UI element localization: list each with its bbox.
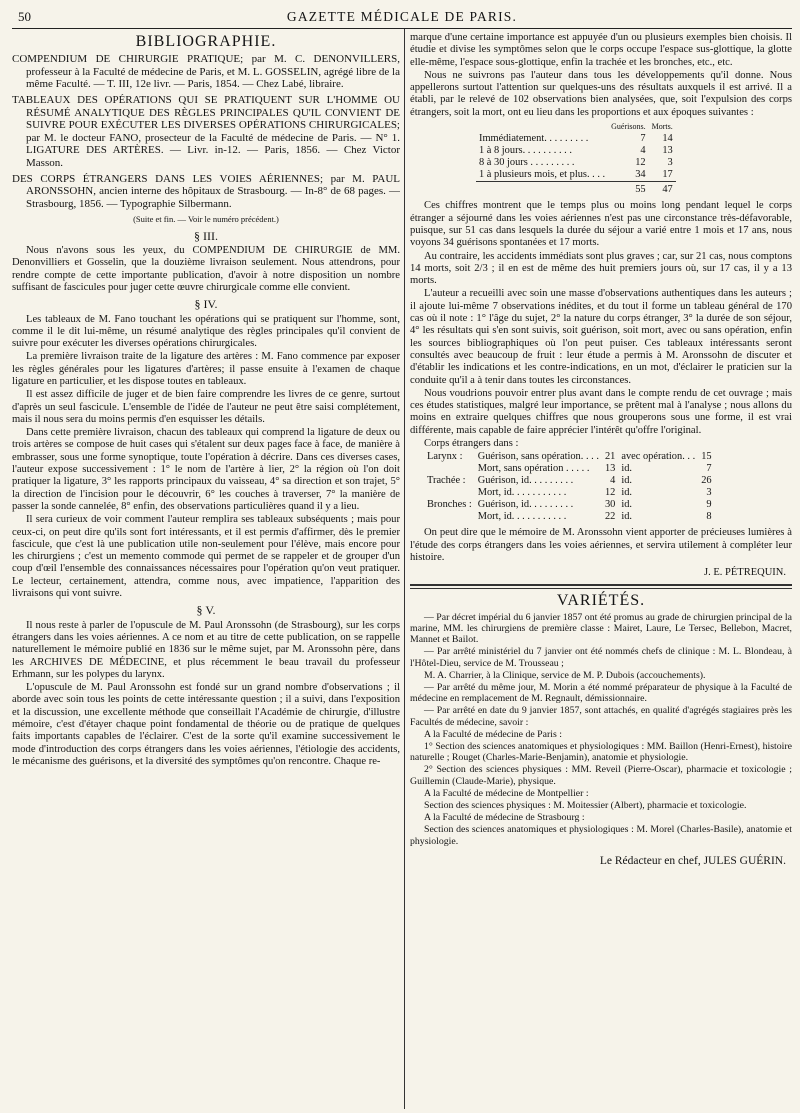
bibliography-ref-2: TABLEAUX DES OPÉRATIONS QUI SE PRATIQUENT SUR L'HOMME OU RÉSUMÉ ANALYTIQUE DES RÈGLES PRINCIPALES QU'IL CONVIENT DE SUIVRE POUR EXÉCUTER LES DIVERSES OPÉRATIONS CHIRURGICALES; par M. le docteur FANO, prosecteur de la Faculté de médecine de Paris. — N° 1. LIGATURE DES ARTÈRES. — Livr. in-12. — Paris, 1856. — Chez Victor Masson. — [12, 94, 400, 170]
count-2: 15 — [701, 451, 712, 463]
morts-value: 14 — [662, 133, 673, 145]
row-label: Immédiatement. . . . . . . . . — [479, 133, 589, 145]
outcome-label-2: avec opération. . . — [621, 451, 696, 463]
morts-total: 47 — [649, 182, 676, 197]
outcome-label: Guérison, sans opération. . . . — [477, 451, 599, 463]
table-row — [424, 475, 715, 487]
outcome-label-2: id. — [621, 463, 633, 475]
table-total-row — [476, 182, 676, 197]
news-item: — Par arrêté en date du 9 janvier 1857, sont attachés, en qualité d'agrégés stagiaires près les Facultés de médecine, savoir : — [410, 705, 792, 728]
guerisons-total: 55 — [608, 182, 648, 197]
news-item: A la Faculté de médecine de Strasbourg : — [424, 812, 585, 824]
location — [424, 487, 475, 499]
count: 30 — [604, 499, 616, 511]
author-signature: J. E. PÉTREQUIN. — [704, 567, 786, 579]
column-rule — [404, 29, 405, 1109]
paragraph: Ces chiffres montrent que le temps plus ou moins long pendant lequel le corps étranger a séjourné dans les voies aériennes n'est pas une circonstance très-défavorable, puisque, sur 51 cas dans lesquels la durée du séjour a varié entre 1 mois et 17 ans, nous voyons 34 guérisons spontanées et 17 morts. — [410, 200, 792, 249]
count-2: 7 — [706, 463, 712, 475]
news-item: Section des sciences anatomiques et physiologiques : M. Morel (Charles-Basile), anatomie et physiologie. — [410, 824, 792, 847]
news-item: — Par arrêté du même jour, M. Morin a été nommé préparateur de physique à la Faculté de médecine en remplacement de M. Regnault, démissionnaire. — [410, 682, 792, 705]
journal-title: GAZETTE MÉDICALE DE PARIS. — [286, 9, 518, 24]
location: Bronches : — [427, 499, 472, 511]
section-title-varietes: VARIÉTÉS. — [556, 591, 646, 609]
section-title-bibliographie: BIBLIOGRAPHIE. — [135, 33, 277, 50]
columns — [12, 29, 792, 1109]
table-row — [476, 145, 676, 157]
table-row — [424, 463, 715, 475]
count-2: 26 — [701, 475, 712, 487]
row-label: 1 à plusieurs mois, et plus. . . . — [479, 169, 606, 181]
news-item: M. A. Charrier, à la Clinique, service de M. P. Dubois (accouchements). — [424, 669, 706, 681]
paragraph: Il sera curieux de voir comment l'auteur remplira ses tableaux subséquents ; mais pour ceux-ci, on peut dire qu'ils sont fort intéressants, et il est permis d'affirmer, dès le premier fascicule, que c'est là une publication utile non-seulement pour l'élève, mais encore pour les chirurgiens ; c'est un memento commode qui permet de se rappeler et de grouper d'un coup d'œil l'ensemble des connaissances nécessaires pour l'opération qu'on veut pratiquer. Le lecteur, certainement, attendra, comme nous, avec impatience, l'apparition des livraisons qui vont suivre. — [12, 514, 400, 600]
news-item: — Par décret impérial du 6 janvier 1857 ont été promus au grade de chirurgien principal de la marine, MM. les chirurgiens de première classe : Mairet, Laure, Le Tersec, Bellebon, Macret, Mannet et Bailot. — [410, 611, 792, 646]
table-row — [424, 487, 715, 499]
count: 21 — [604, 451, 616, 463]
table-row — [476, 133, 676, 145]
table-header-guerisons: Guérisons. — [611, 122, 646, 132]
table-row — [476, 169, 676, 182]
section-heading-4: § IV. — [194, 297, 218, 312]
table-header-morts: Morts. — [651, 122, 673, 132]
outcome-label: Mort, sans opération . . . . . — [477, 463, 590, 475]
table-row — [424, 499, 715, 511]
morts-value: 17 — [662, 169, 673, 181]
continuation-note: (Suite et fin. — Voir le numéro précédent.) — [133, 214, 279, 225]
section-heading-5: § V. — [196, 603, 216, 618]
news-item: 2° Section des sciences physiques : MM. Reveil (Pierre-Oscar), pharmacie et toxicologie ; Guillemin (Claude-Marie), physique. — [410, 764, 792, 787]
count: 4 — [610, 475, 616, 487]
paragraph: L'auteur a recueilli avec soin une masse d'observations authentiques dans les auteurs ; il ajoute lui-même 7 observations inédites, et du tout il forme un tableau général de 170 cas où il note : 1° l'âge du sujet, 2° la nature du corps étranger, 3° la durée de son séjour, 4° les résultats qui s'en sont suivis, soit guérison, soit mort, avec ou sans opération, enfin les sources bibliographiques où l'on peut puiser. Ces tableaux intéressants seront consultés avec beaucoup de fruit : leur étude a permis à M. Aronssohn de discuter et d'établir les indications et les contre-indications, en un mot, d'éclairer le praticien sur la conduite qu'il a à tenir dans toutes les circonstances. — [410, 288, 792, 386]
paragraph: Nous n'avons sous les yeux, du COMPENDIUM DE CHIRURGIE de MM. Denonvilliers et Gosselin, que la douzième livraison seulement. Nous attendrons, pour rendre compte de cette importante publication, d'avoir à notre disposition un nombre suffisant de fascicules pour juger cette œuvre chirurgicale comme elle convient. — [12, 245, 400, 293]
outcome-label-2: id. — [621, 475, 633, 487]
location — [424, 511, 475, 523]
news-item: A la Faculté de médecine de Paris : — [424, 728, 562, 740]
paragraph: L'opuscule de M. Paul Aronssohn est fondé sur un grand nombre d'observations ; il aborde avec soin tous les points de cette intéressante question ; il a suivi, dans l'exposition et la discussion, une excellente méthode que conseillait l'Académie de chirurgie, d'illustre mémoire, c'est d'étayer chaque point fondamental de théorie ou de pratique de quelques faits importants capables de l'éclairer. C'est de la sorte qu'il examine successivement le mode d'introduction des corps étrangers dans les voies aériennes, l'étiologie des accidents, le mécanisme des guérisons, et la diversité des symptômes qu'on rencontre. Chaque re- — [12, 682, 400, 767]
paragraph: Nous voudrions pouvoir entrer plus avant dans le compte rendu de cet ouvrage ; mais ces études statistiques, malgré leur importance, se prêtent mal à l'analyse ; nous allons du moins en extraire quelques chiffres que nous grouperons sous une forme, il est vrai différente, mais capable de faire apprécier l'intérêt qu'offre l'original. — [410, 387, 792, 436]
bibliography-ref-1: COMPENDIUM DE CHIRURGIE PRATIQUE; par M. C. DENONVILLERS, professeur à la Faculté de médecine de Paris, et M. L. GOSSELIN, agrégé libre de la même Faculté. — T. III, 12e livr. — Paris, 1854. — Chez Labé, libraire. — [12, 53, 400, 91]
foreign-bodies-table — [424, 451, 715, 523]
right-column — [410, 32, 792, 867]
outcome-label: Guérison, id. . . . . . . . . — [477, 475, 574, 487]
guerisons-value: 34 — [635, 169, 646, 181]
morts-value: 3 — [667, 157, 673, 169]
count-2: 3 — [706, 487, 712, 499]
outcome-label: Mort, id. . . . . . . . . . . — [477, 511, 567, 523]
bibliography-ref-3: DES CORPS ÉTRANGERS DANS LES VOIES AÉRIENNES; par M. PAUL ARONSSOHN, ancien interne des hôpitaux de Strasbourg. — In-8° de 68 pages. — Strasbourg, 1856. — Typographie Silbermann. — [12, 172, 400, 210]
count: 12 — [604, 487, 616, 499]
varietes-content — [410, 612, 792, 847]
paragraph: Il est assez difficile de juger et de bien faire comprendre les livres de ce genre, surtout d'après un seul fascicule. L'ensemble de l'idée de l'auteur ne peut être saisi complétement, mais il nous sera du moins permis d'en esquisser les détails. — [12, 389, 400, 425]
paragraph: marque d'une certaine importance est appuyée d'un ou plusieurs exemples bien choisis. Il étudie et divise les symptômes selon que le corps occupe l'espace sus-glottique, la glotte elle-même, l'espace sous-glottique, enfin la trachée et les bronches, etc., etc. — [410, 32, 792, 68]
news-item: 1° Section des sciences anatomiques et physiologiques : MM. Baillon (Henri-Ernest), histoire naturelle ; Rouget (Charles-Marie-Benjamin), anatomie et physiologie. — [410, 741, 792, 764]
row-label: 1 à 8 jours. . . . . . . . . . — [479, 145, 572, 157]
outcomes-table — [476, 121, 676, 196]
outcome-label: Guérison, id. . . . . . . . . — [477, 499, 574, 511]
news-item: — Par arrêté ministériel du 7 janvier ont été nommés chefs de clinique : M. L. Blondeau, à l'Hôtel-Dieu, service de M. Trousseau ; — [410, 646, 792, 669]
page-number: 50 — [18, 9, 31, 24]
paragraph: Au contraire, les accidents immédiats sont plus graves ; car, sur 21 cas, nous comptons 14 morts, soit 2/3 ; il en est de même des huit premiers jours où, sur 17 cas, il y a 13 morts. — [410, 250, 792, 287]
table-row — [424, 451, 715, 463]
paragraph: On peut dire que le mémoire de M. Aronssohn vient apporter de précieuses lumières à l'étude des corps étrangers dans les voies aériennes, et servira utilement à compléter leur histoire. — [410, 527, 792, 563]
news-item: Section des sciences physiques : M. Moitessier (Albert), pharmacie et toxicologie. — [424, 800, 747, 812]
location — [424, 463, 475, 475]
paragraph: Dans cette première livraison, chacun des tableaux qui comprend la ligature de deux ou trois artères se compose de huit cases qui s'étalent sur deux pages face à face, de manière à embrasser, sous une forme synoptique, toute l'opération à décrire. Dans ces diverses cases, l'auteur expose successivement : 1° le nom de l'artère à lier, 2° la région où l'on doit pratiquer la ligature, 3° les rapports principaux du vaisseau, 4° sa direction et son trajet, 5° la direction de l'incision pour le découvrir, 6° les couches à traverser, 7° la manière de passer la sonde cannelée, 8° enfin, des observations particulières quand il y a lieu. — [12, 427, 400, 512]
morts-value: 13 — [662, 145, 673, 157]
count: 22 — [604, 511, 616, 523]
page-header — [12, 6, 792, 29]
count-2: 9 — [706, 499, 712, 511]
foreign-bodies-table-title: Corps étrangers dans : — [424, 438, 519, 450]
paragraph: Les tableaux de M. Fano touchant les opérations qui se pratiquent sur l'homme, sont, comme il le dit lui-même, un résumé analytique des règles principales qu'il convient de suivre pour exécuter les diverses opérations chirurgicales. — [12, 313, 400, 350]
guerisons-value: 7 — [640, 133, 646, 145]
count: 13 — [604, 463, 616, 475]
left-column — [12, 32, 400, 769]
outcome-label-2: id. — [621, 499, 633, 511]
editor-signature: Le Rédacteur en chef, JULES GUÉRIN. — [599, 854, 786, 867]
guerisons-value: 4 — [640, 145, 646, 157]
count-2: 8 — [706, 511, 712, 523]
outcome-label-2: id. — [621, 487, 633, 499]
location: Larynx : — [427, 451, 463, 463]
section-heading-3: § III. — [194, 228, 218, 243]
location: Trachée : — [427, 475, 466, 487]
table-row — [476, 157, 676, 169]
guerisons-value: 12 — [635, 157, 646, 169]
paragraph: Il nous reste à parler de l'opuscule de M. Paul Aronssohn (de Strasbourg), sur les corps étrangers dans les voies aériennes. A ce nom et au titre de cette publication, on se rappelle naturellement le mémoire publié en 1836 sur le même sujet, par M. Aronssohn père, dans les ARCHIVES DE MÉDECINE, et plus récemment le beau travail du professeur Erhmann, sur les polypes du larynx. — [12, 619, 400, 680]
section-divider — [410, 584, 792, 589]
outcome-label: Mort, id. . . . . . . . . . . — [477, 487, 567, 499]
row-label: 8 à 30 jours . . . . . . . . . — [479, 157, 575, 169]
paragraph: Nous ne suivrons pas l'auteur dans tous les développements qu'il donne. Nous appellerons surtout l'attention sur quelques-uns des résultats auxquels il est arrivé. Il a établi, par le relevé de 102 observations bien analysées, que, soit l'expulsion des corps étrangers, soit la mort, ont eu lieu dans les proportions et aux époques suivantes : — [410, 69, 792, 118]
paragraph: La première livraison traite de la ligature des artères : M. Fano commence par exposer les règles générales pour les ligatures d'artères; il passe ensuite à l'examen de chaque ligature en particulier, et les dispose toutes en tableaux. — [12, 351, 400, 387]
outcome-label-2: id. — [621, 511, 633, 523]
table-row — [424, 511, 715, 523]
news-item: A la Faculté de médecine de Montpellier : — [424, 787, 589, 799]
